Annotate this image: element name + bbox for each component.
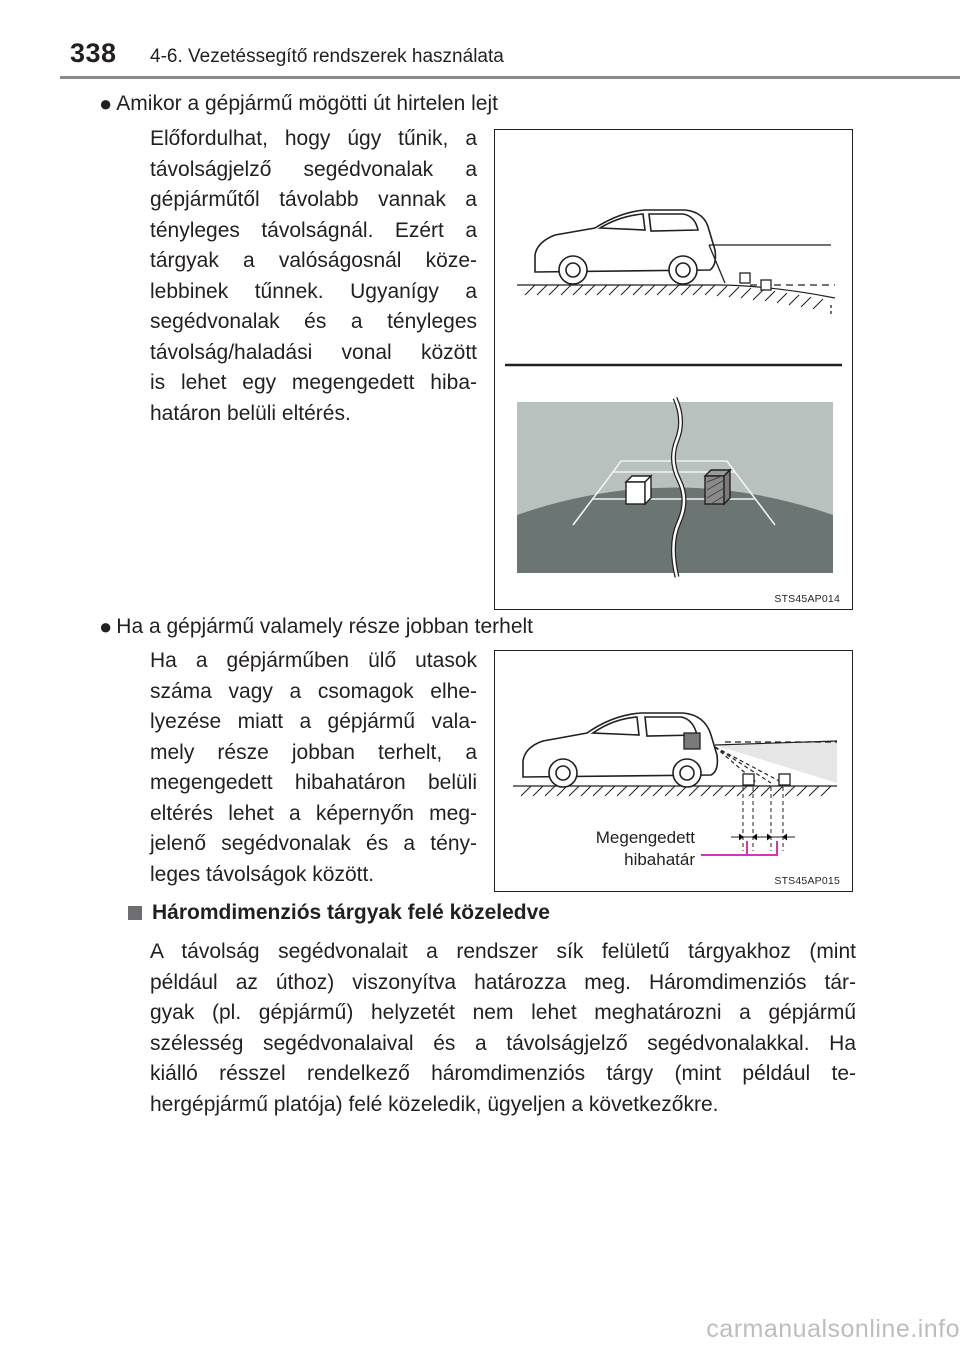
para-line: száma vagy a csomagok elhe- — [150, 679, 477, 703]
para-line: Ha a gépjárműben ülő utasok — [150, 649, 477, 672]
para-line: határon belüli eltérés. — [150, 401, 351, 425]
para-line: A távolság segédvonalait a rendszer sík felületű tárgyakhoz (mint — [150, 940, 856, 963]
header-rule — [60, 76, 960, 79]
camera-view — [715, 741, 837, 783]
para-line: mely része jobban terhelt, a — [150, 740, 477, 764]
para-line: távolságjelző segédvonalak a — [150, 157, 477, 181]
object-box-icon — [705, 470, 730, 504]
section3-heading — [128, 901, 550, 925]
section1-heading — [99, 91, 498, 117]
para-line: szélesség segédvonalaival és a távolságjelző segédvonalakkal. Ha — [150, 1031, 856, 1055]
slope-ground — [517, 285, 835, 309]
section3-heading-text: Háromdimenziós tárgyak felé közeledve — [152, 901, 550, 924]
object-box-icon — [779, 774, 790, 785]
para-line: eltérés lehet a képernyőn meg- — [150, 801, 477, 825]
para-line: hergépjármű platója) felé közeledik, ügyeljen a következőkre. — [150, 1092, 719, 1116]
para-line: távolság/haladási vonal között — [150, 340, 477, 364]
car-icon — [523, 713, 717, 787]
car-icon — [535, 210, 715, 284]
tolerance-label — [535, 827, 695, 871]
tolerance-bracket — [701, 841, 777, 855]
figure-load — [494, 650, 853, 892]
para-line: gyak (pl. gépjármű) helyzetét nem lehet meghatározni a gépjármű — [150, 1001, 856, 1024]
square-bullet-icon — [128, 906, 142, 920]
para-line: megengedett hibahatáron belüli — [150, 771, 477, 794]
section3-paragraph — [150, 937, 856, 1120]
section2-heading — [99, 614, 533, 640]
para-line: tárgyak a valóságosnál köze- — [150, 249, 477, 272]
section2-paragraph — [150, 646, 477, 890]
section1-paragraph — [150, 124, 477, 429]
para-line: leges távolságok között. — [150, 862, 375, 886]
bullet-icon: ● — [99, 91, 113, 116]
object-box-icon — [743, 774, 754, 785]
para-line: jelenő segédvonalak és a tény- — [150, 832, 477, 855]
watermark: carmanualsonline.info — [706, 1315, 960, 1343]
para-line: is lehet egy megengedett hiba- — [150, 371, 477, 394]
para-line: segédvonalak és a tényleges — [150, 310, 477, 333]
section2-heading-text: Ha a gépjármű valamely része jobban terhelt — [116, 615, 534, 638]
tolerance-markers — [731, 787, 795, 851]
object-box-icon — [626, 476, 651, 504]
para-line: Előfordulhat, hogy úgy tűnik, a — [150, 127, 477, 150]
camera-screen — [517, 398, 833, 577]
para-line: gépjárműtől távolabb vannak a — [150, 188, 477, 211]
object-box-icon — [761, 280, 771, 290]
para-line: például az úthoz) viszonyítva határozza meg. Háromdimenziós tár- — [150, 970, 856, 994]
luggage-icon — [684, 733, 700, 749]
para-line: lyezése miatt a gépjármű vala- — [150, 710, 477, 733]
bullet-icon: ● — [99, 614, 113, 639]
para-line: tényleges távolságnál. Ezért a — [150, 218, 477, 242]
object-box-icon — [740, 273, 750, 283]
para-line: kiálló résszel rendelkező háromdimenziós tárgy (mint például te- — [150, 1062, 856, 1085]
figure-slope — [494, 129, 853, 610]
figure-code: STS45AP014 — [774, 593, 840, 605]
section1-heading-text: Amikor a gépjármű mögötti út hirtelen lejt — [116, 92, 498, 115]
guide-lines — [709, 245, 835, 315]
para-line: lebbinek tűnnek. Ugyanígy a — [150, 279, 477, 303]
slope-illustration — [495, 130, 852, 609]
tolerance-label-line2: hibahatár — [624, 850, 695, 869]
figure-code: STS45AP015 — [774, 875, 840, 887]
tolerance-label-line1: Megengedett — [595, 828, 695, 847]
section-title: 4-6. Vezetéssegítő rendszerek használata — [150, 46, 504, 67]
page-number: 338 — [70, 38, 117, 68]
